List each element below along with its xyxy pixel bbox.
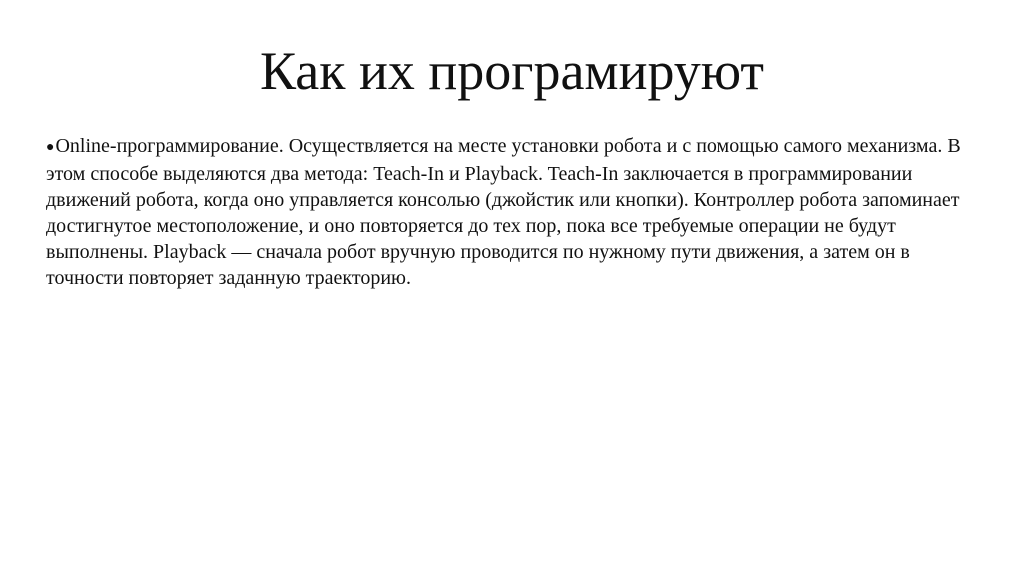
slide-body (46, 133, 976, 291)
bullet-text: Online-программирование. Осуществляется на месте установки робота и с помощью самого механизма. В этом способе выделяются два метода: Teach-In и Playback. Teach-In заключается в программировании движений робота, когда оно управляется консолью (джойстик или кнопки). Контроллер робота запоминает достигнутое местоположение, и оно повторяется до тех пор, пока все требуемые операции не будут выполнены. Playback — сначала робот вручную проводится по нужному пути движения, а затем он в точности повторяет заданную траекторию. (46, 135, 961, 289)
slide-title: Как их програмируют (259, 41, 764, 101)
bullet-icon: ● (46, 140, 55, 155)
bullet-item (46, 133, 976, 291)
